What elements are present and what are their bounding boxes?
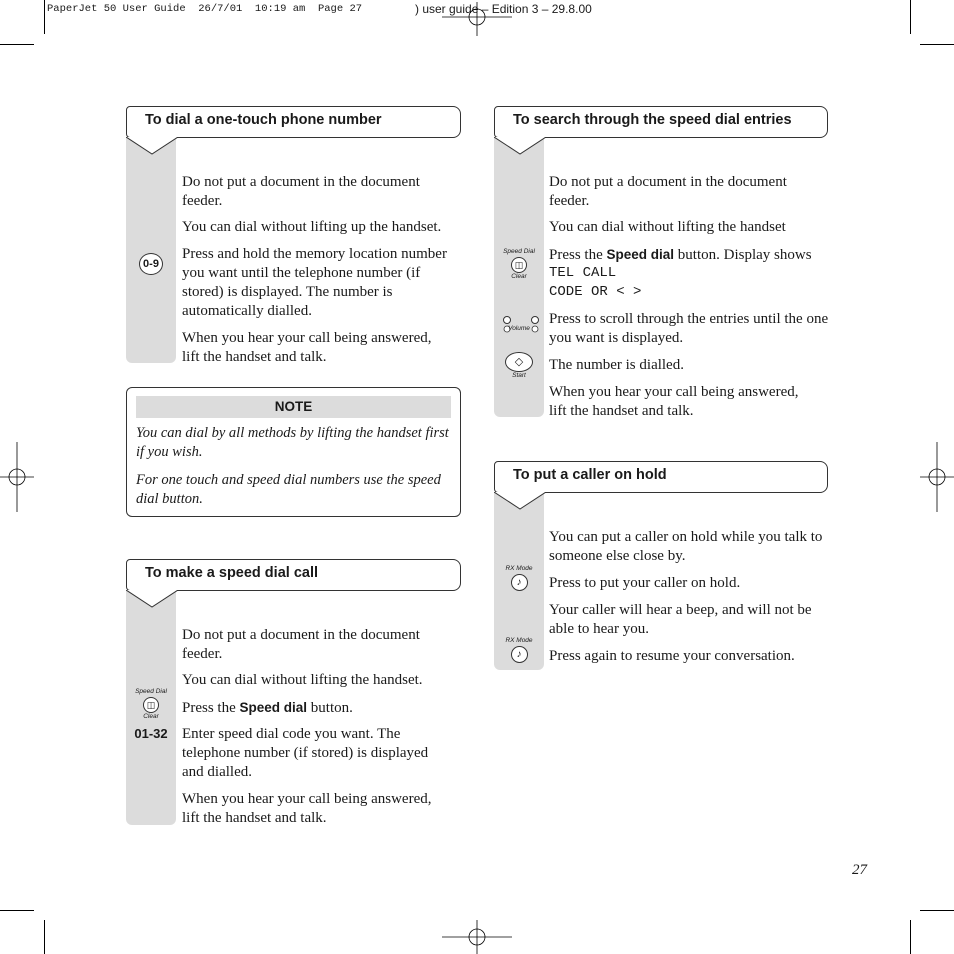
- rx-mode-key-icon: RX Mode ♪: [494, 565, 544, 591]
- step-text: Press to scroll through the entries until the one you want is displayed.: [549, 311, 829, 346]
- slug-edition: ) user guide – Edition 3 – 29.8.00: [415, 2, 592, 16]
- header-pointer-icon: [126, 590, 178, 610]
- page-number: 27: [852, 862, 867, 878]
- start-key-icon: ◇ Start: [494, 352, 544, 379]
- step-text: Press and hold the memory location number you want until the telephone number (if stored) is displayed. The number is automatically dialled.: [182, 246, 447, 319]
- registration-mark-icon: [0, 442, 34, 512]
- crop-mark: [0, 910, 34, 911]
- note-paragraph: For one touch and speed dial numbers use the speed dial button.: [136, 472, 441, 507]
- volume-keys-icon: Volume: [494, 315, 544, 338]
- speed-dial-key-icon: Speed Dial ◫ Clear: [503, 248, 535, 280]
- step-text: Press again to resume your conversation.: [549, 648, 795, 664]
- header-pointer-icon: [494, 137, 546, 157]
- section-title: To put a caller on hold: [513, 467, 667, 483]
- section-header: [494, 106, 828, 138]
- speed-dial-key-icon: Speed Dial ◫ Clear: [135, 688, 167, 720]
- section-title: To dial a one-touch phone number: [145, 112, 382, 128]
- section-title: To search through the speed dial entries: [513, 112, 792, 128]
- section-header: [126, 559, 461, 591]
- note-box: [126, 387, 461, 517]
- crop-mark: [44, 920, 45, 954]
- section-title: To make a speed dial call: [145, 565, 319, 581]
- step-text: You can dial without lifting the handset: [549, 219, 786, 235]
- step-text: When you hear your call being answered, lift the handset and talk.: [549, 384, 799, 419]
- step-text: You can dial without lifting the handset.: [182, 672, 423, 688]
- display-text: CODE OR < >: [549, 284, 642, 300]
- display-text: TEL CALL: [549, 265, 617, 281]
- crop-mark: [910, 0, 911, 34]
- step-text: The number is dialled.: [549, 357, 684, 373]
- crop-mark: [44, 0, 45, 34]
- crop-mark: [0, 44, 34, 45]
- step-text: Do not put a document in the document feeder.: [182, 174, 420, 209]
- crop-mark: [910, 920, 911, 954]
- step-text: Press to put your caller on hold.: [549, 575, 741, 591]
- section-header: [494, 461, 828, 493]
- icon-column: [126, 137, 176, 363]
- step-text: Enter speed dial code you want. The telephone number (if stored) is displayed and dialled.: [182, 726, 429, 780]
- header-pointer-icon: [126, 137, 178, 157]
- registration-mark-icon: [920, 442, 954, 512]
- section-header: [126, 106, 461, 138]
- note-paragraph: You can dial by all methods by lifting the handset first if you wish.: [136, 425, 449, 460]
- header-pointer-icon: [494, 492, 546, 512]
- step-text: When you hear your call being answered, lift the handset and talk.: [182, 791, 432, 826]
- step-text: Press the Speed dial button.: [182, 700, 353, 716]
- step-text: Your caller will hear a beep, and will not be able to hear you.: [549, 602, 812, 637]
- crop-mark: [920, 910, 954, 911]
- step-text: Do not put a document in the document feeder.: [182, 627, 420, 662]
- step-text: When you hear your call being answered, lift the handset and talk.: [182, 330, 432, 365]
- crop-mark: [920, 44, 954, 45]
- rx-mode-key-icon: RX Mode ♪: [494, 637, 544, 663]
- speed-dial-keyword: Speed dial: [606, 247, 675, 262]
- step-text: You can dial without lifting up the handset.: [182, 219, 442, 235]
- note-title: NOTE: [136, 396, 451, 418]
- slug-file-info: PaperJet 50 User Guide 26/7/01 10:19 am Page 27: [47, 3, 363, 15]
- speed-dial-keyword: Speed dial: [239, 700, 308, 715]
- registration-mark-icon: [442, 2, 512, 36]
- step-text: Press the Speed dial button. Display shows: [549, 247, 812, 263]
- number-keys-icon: 0-9: [136, 253, 166, 275]
- registration-mark-icon: [442, 920, 512, 954]
- code-label: 01-32: [134, 726, 168, 741]
- step-text: Do not put a document in the document feeder.: [549, 174, 787, 209]
- step-text: You can put a caller on hold while you talk to someone else close by.: [549, 529, 823, 564]
